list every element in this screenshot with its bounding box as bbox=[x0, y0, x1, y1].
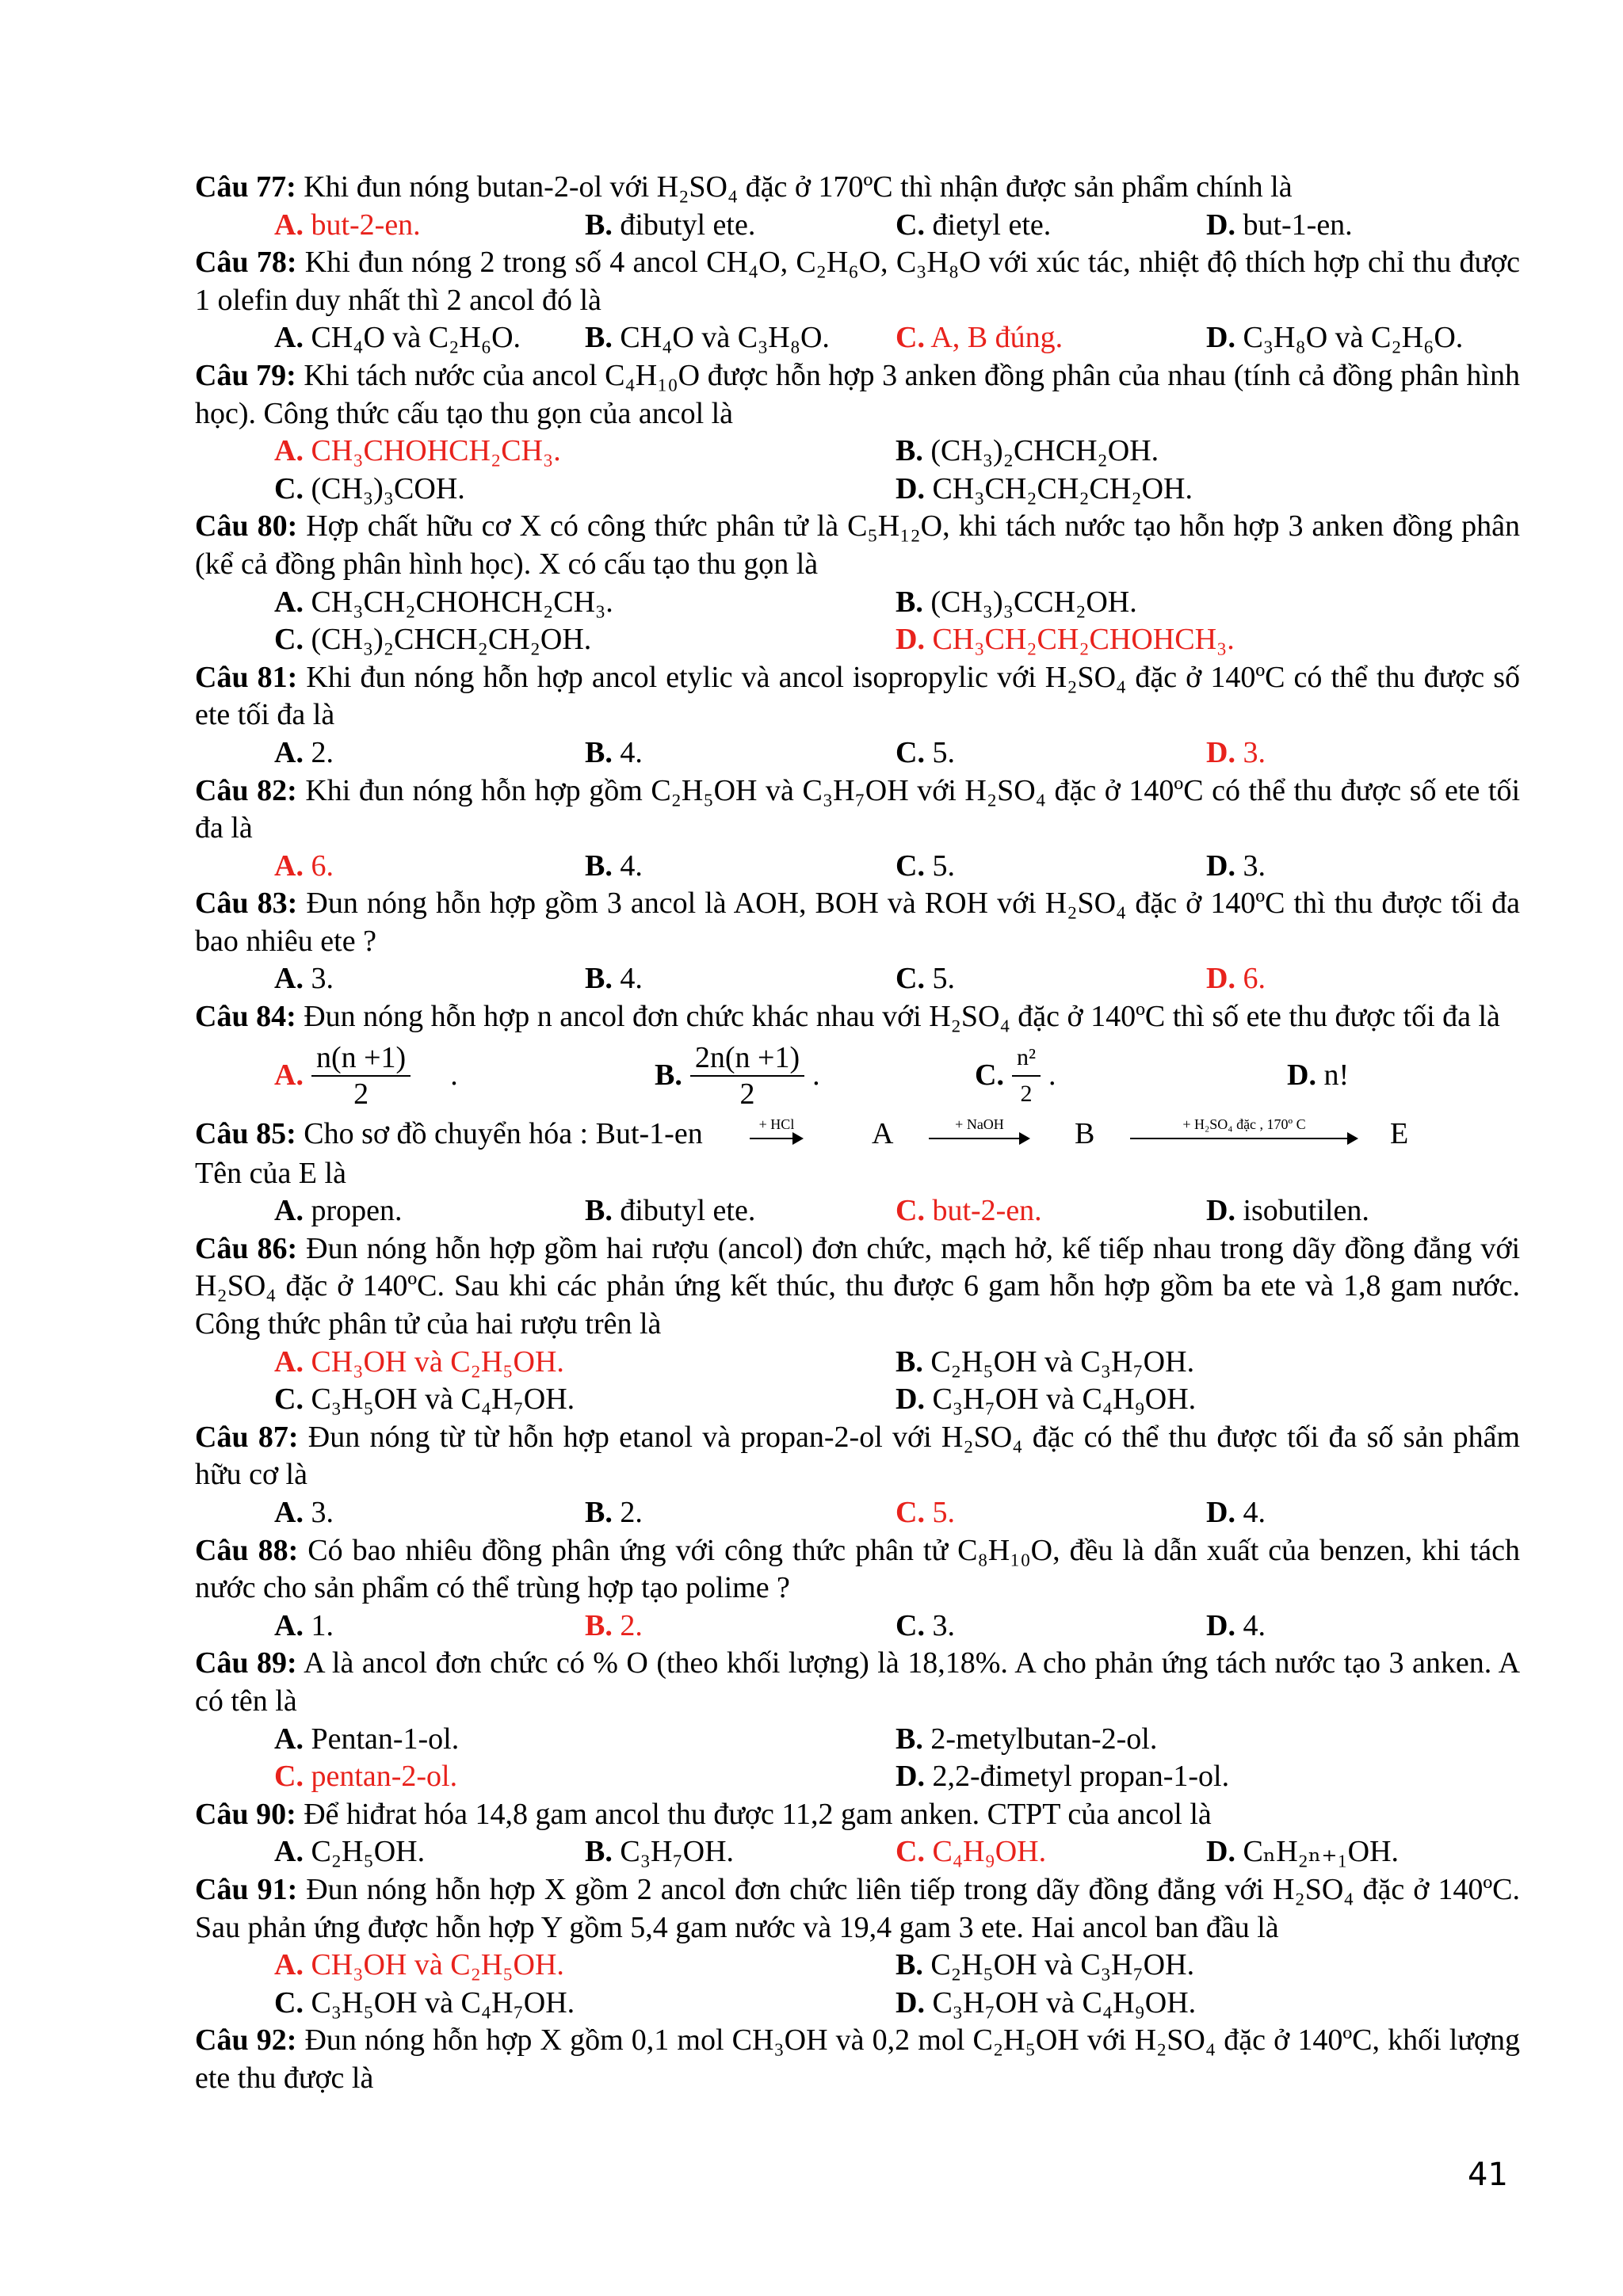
option-letter: A. bbox=[274, 321, 304, 355]
question-text: Cho sơ đồ chuyển hóa : But-1-en bbox=[304, 1116, 703, 1150]
option-text: 3. bbox=[1243, 849, 1266, 883]
option-letter: B. bbox=[585, 735, 613, 769]
options-80-row2 bbox=[195, 621, 1520, 659]
option-text: C₃H₅OH và C₄H₇OH. bbox=[311, 1383, 575, 1417]
option-b[interactable] bbox=[585, 734, 896, 772]
option-c[interactable] bbox=[274, 471, 896, 509]
option-text: CH₄O và C₃H₈O. bbox=[620, 321, 830, 355]
option-text: 2. bbox=[311, 735, 334, 769]
arrow-line bbox=[929, 1138, 1021, 1139]
question-text: Khi đun nóng hỗn hợp gồm C₂H₅OH và C₃H₇OH với H₂SO₄ đặc ở 140ºC có thể thu được số ete tối đa là bbox=[195, 773, 1521, 845]
option-letter: A. bbox=[274, 434, 304, 468]
option-text: C₃H₅OH và C₄H₇OH. bbox=[311, 1985, 575, 2019]
option-letter: D. bbox=[1206, 849, 1235, 883]
question-87 bbox=[195, 1419, 1520, 1494]
option-letter: C. bbox=[274, 1383, 304, 1417]
option-b-correct[interactable] bbox=[585, 1608, 896, 1646]
option-a[interactable] bbox=[274, 1494, 585, 1532]
question-text: Có bao nhiêu đồng phân ứng với công thức phân tử C₈H₁₀O, đều là dẫn xuất của benzen, khi tách nước cho sản phẩm có thể trùng hợp tạo polime ? bbox=[195, 1533, 1521, 1605]
option-text: 2. bbox=[620, 1608, 643, 1642]
reaction-arrow-2 bbox=[929, 1117, 1030, 1152]
option-letter: C. bbox=[896, 849, 925, 883]
question-81 bbox=[195, 659, 1520, 734]
option-d[interactable] bbox=[1206, 207, 1517, 245]
option-text: CH₃CH₂CH₂CHOHCH₃. bbox=[932, 623, 1235, 657]
page-number: 41 bbox=[1468, 2157, 1508, 2193]
species-e: E bbox=[1390, 1116, 1409, 1150]
option-letter: D. bbox=[896, 471, 925, 505]
question-label: Câu 90: bbox=[195, 1797, 296, 1831]
option-text: C₃H₇OH và C₄H₉OH. bbox=[932, 1383, 1197, 1417]
question-77 bbox=[195, 169, 1520, 207]
arrow-label: + HCl bbox=[758, 1116, 795, 1132]
option-text: 4. bbox=[620, 962, 643, 996]
option-letter: C. bbox=[896, 321, 925, 355]
option-text: (CH₃)₂CHCH₂OH. bbox=[930, 434, 1159, 468]
option-b[interactable] bbox=[896, 1344, 1517, 1382]
option-letter: B. bbox=[585, 1496, 613, 1529]
option-a[interactable] bbox=[274, 1721, 896, 1759]
option-letter: A. bbox=[274, 849, 304, 883]
arrow-label: + H₂SO₄ đặc , 170º C bbox=[1182, 1116, 1306, 1132]
option-tail: . bbox=[812, 1058, 820, 1092]
options-91-row2 bbox=[195, 1985, 1520, 2023]
option-text: CH₃CH₂CHOHCH₂CH₃. bbox=[311, 585, 613, 619]
option-text: CH₃CH₂CH₂CH₂OH. bbox=[932, 471, 1193, 505]
question-91 bbox=[195, 1871, 1520, 1947]
option-letter: D. bbox=[896, 1383, 925, 1417]
option-letter: D. bbox=[1206, 735, 1235, 769]
question-label: Câu 86: bbox=[195, 1231, 298, 1265]
option-d[interactable] bbox=[1206, 1833, 1517, 1871]
option-c[interactable] bbox=[274, 1985, 896, 2023]
option-tail: . bbox=[450, 1058, 458, 1092]
option-text: n! bbox=[1323, 1058, 1350, 1092]
option-letter: C. bbox=[274, 1760, 304, 1794]
question-84 bbox=[195, 998, 1520, 1036]
options-89-row2 bbox=[195, 1758, 1520, 1796]
option-letter: C. bbox=[896, 1496, 925, 1529]
option-letter: D. bbox=[896, 1760, 925, 1794]
option-b[interactable] bbox=[585, 319, 896, 357]
option-c[interactable] bbox=[896, 960, 1206, 998]
option-b[interactable] bbox=[585, 1192, 896, 1230]
question-85 bbox=[195, 1116, 1520, 1155]
option-letter: B. bbox=[585, 849, 613, 883]
arrow-head-icon bbox=[1347, 1132, 1358, 1145]
option-text: CₙH₂ₙ₊₁OH. bbox=[1243, 1835, 1400, 1869]
option-text: but-2-en. bbox=[311, 208, 421, 242]
arrow-line bbox=[1130, 1138, 1349, 1139]
fraction bbox=[690, 1040, 804, 1112]
options-81 bbox=[195, 734, 1520, 772]
option-a-correct[interactable] bbox=[274, 1344, 896, 1382]
option-letter: C. bbox=[896, 1835, 925, 1869]
question-text: Đun nóng hỗn hợp X gồm 0,1 mol CH₃OH và 0,2 mol C₂H₅OH với H₂SO₄ đặc ở 140ºC, khối lượng ete thu được là bbox=[195, 2023, 1520, 2095]
option-c[interactable] bbox=[274, 1381, 896, 1419]
option-a[interactable] bbox=[274, 960, 585, 998]
option-text: 2. bbox=[620, 1496, 643, 1529]
option-letter: D. bbox=[1206, 208, 1235, 242]
option-letter: D. bbox=[896, 623, 925, 657]
option-d[interactable] bbox=[1206, 1494, 1517, 1532]
option-letter: B. bbox=[655, 1058, 682, 1092]
arrow-label: + NaOH bbox=[955, 1116, 1004, 1132]
question-88 bbox=[195, 1532, 1520, 1608]
question-label: Câu 84: bbox=[195, 1000, 296, 1034]
question-label: Câu 91: bbox=[195, 1872, 298, 1906]
option-a[interactable] bbox=[274, 1608, 585, 1646]
option-text: 3. bbox=[1243, 735, 1266, 769]
option-letter: B. bbox=[585, 1608, 613, 1642]
option-text: C₃H₇OH và C₄H₉OH. bbox=[932, 1985, 1197, 2019]
option-text: A, B đúng. bbox=[930, 321, 1064, 355]
options-79-row2 bbox=[195, 471, 1520, 509]
fraction bbox=[1012, 1040, 1041, 1112]
option-letter: D. bbox=[1206, 962, 1235, 996]
question-78 bbox=[195, 244, 1520, 319]
option-c[interactable] bbox=[896, 848, 1206, 886]
option-letter: C. bbox=[896, 208, 925, 242]
question-text: Khi đun nóng butan-2-ol với H₂SO₄ đặc ở 170ºC thì nhận được sản phẩm chính là bbox=[304, 170, 1293, 204]
option-letter: A. bbox=[274, 1058, 304, 1092]
species-b: B bbox=[1075, 1116, 1095, 1150]
option-text: 5. bbox=[932, 1496, 955, 1529]
options-89-row1 bbox=[195, 1721, 1520, 1759]
option-text: pentan-2-ol. bbox=[311, 1760, 458, 1794]
option-d-correct[interactable] bbox=[1206, 960, 1517, 998]
fraction-denominator: 2 bbox=[739, 1077, 755, 1111]
options-86-row2 bbox=[195, 1381, 1520, 1419]
arrow-head-icon bbox=[1019, 1132, 1030, 1145]
option-text: đibutyl ete. bbox=[620, 1194, 756, 1228]
option-b[interactable] bbox=[896, 584, 1517, 622]
option-a[interactable] bbox=[274, 1833, 585, 1871]
question-text: Đun nóng hỗn hợp gồm hai rượu (ancol) đơn chức, mạch hở, kế tiếp nhau trong dãy đồng đẳng với H₂SO₄ đặc ở 140ºC. Sau khi các phản ứng kết thúc, thu được 6 gam hỗn hợp gồm ba ete và 1,8 gam nước. Công thức phân tử của hai rượu trên là bbox=[195, 1231, 1521, 1341]
option-letter: D. bbox=[896, 1985, 925, 2019]
question-label: Câu 88: bbox=[195, 1533, 299, 1567]
option-letter: C. bbox=[896, 1194, 925, 1228]
question-text: Đun nóng hỗn hợp X gồm 2 ancol đơn chức liên tiếp trong dãy đồng đẳng với H₂SO₄ đặc ở 140ºC. Sau phản ứng được hỗn hợp Y gồm 5,4 gam nước và 19,4 gam 3 ete. Hai ancol ban đầu là bbox=[195, 1872, 1520, 1944]
option-letter: B. bbox=[585, 1835, 613, 1869]
option-c-correct[interactable] bbox=[896, 1192, 1206, 1230]
option-letter: A. bbox=[274, 1344, 304, 1379]
fraction-denominator: 2 bbox=[1020, 1080, 1033, 1107]
option-a[interactable] bbox=[274, 1192, 585, 1230]
option-letter: A. bbox=[274, 1835, 304, 1869]
option-letter: B. bbox=[585, 962, 613, 996]
option-d[interactable] bbox=[1206, 1192, 1517, 1230]
option-d[interactable] bbox=[896, 471, 1517, 509]
option-c[interactable] bbox=[274, 621, 896, 659]
option-letter: C. bbox=[896, 735, 925, 769]
options-88 bbox=[195, 1608, 1520, 1646]
option-text: 3. bbox=[932, 1608, 955, 1642]
option-d[interactable] bbox=[896, 1381, 1517, 1419]
option-letter: D. bbox=[1206, 321, 1235, 355]
option-d[interactable] bbox=[896, 1758, 1517, 1796]
option-letter: C. bbox=[896, 962, 925, 996]
option-a[interactable] bbox=[274, 319, 585, 357]
option-letter: A. bbox=[274, 735, 304, 769]
option-text: (CH₃)₃CCH₂OH. bbox=[930, 585, 1137, 619]
option-letter: B. bbox=[585, 208, 613, 242]
options-80-row1 bbox=[195, 584, 1520, 622]
fraction-denominator: 2 bbox=[353, 1077, 369, 1111]
arrow-head-icon bbox=[792, 1132, 804, 1145]
option-text: but-1-en. bbox=[1243, 208, 1353, 242]
option-text: (CH₃)₂CHCH₂CH₂OH. bbox=[311, 623, 592, 657]
option-letter: A. bbox=[274, 1194, 304, 1228]
option-b[interactable] bbox=[896, 1721, 1517, 1759]
option-b[interactable] bbox=[896, 433, 1517, 471]
fraction-numerator: 2n(n +1) bbox=[690, 1040, 804, 1077]
option-text: 1. bbox=[311, 1608, 334, 1642]
option-text: 6. bbox=[1243, 962, 1266, 996]
option-c-correct[interactable] bbox=[896, 319, 1206, 357]
option-letter: C. bbox=[896, 1608, 925, 1642]
option-d[interactable] bbox=[1206, 848, 1517, 886]
option-letter: B. bbox=[585, 321, 613, 355]
question-label: Câu 79: bbox=[195, 358, 296, 392]
option-text: C₂H₅OH. bbox=[311, 1835, 426, 1869]
options-84 bbox=[195, 1036, 1520, 1116]
option-text: 5. bbox=[932, 962, 955, 996]
options-87 bbox=[195, 1494, 1520, 1532]
option-text: 4. bbox=[620, 849, 643, 883]
option-letter: A. bbox=[274, 585, 304, 619]
option-text: 5. bbox=[932, 849, 955, 883]
option-letter: D. bbox=[1206, 1608, 1235, 1642]
option-letter: B. bbox=[896, 1344, 923, 1379]
question-83 bbox=[195, 885, 1520, 960]
option-a-correct[interactable] bbox=[274, 207, 585, 245]
option-text: isobutilen. bbox=[1243, 1194, 1369, 1228]
option-letter: A. bbox=[274, 1608, 304, 1642]
question-89 bbox=[195, 1645, 1520, 1720]
option-letter: D. bbox=[1206, 1194, 1235, 1228]
option-b[interactable] bbox=[585, 1833, 896, 1871]
question-label: Câu 80: bbox=[195, 509, 298, 543]
question-text: Để hiđrat hóa 14,8 gam ancol thu được 11,2 gam anken. CTPT của ancol là bbox=[304, 1797, 1212, 1831]
arrow-line bbox=[750, 1138, 794, 1139]
option-text: propen. bbox=[311, 1194, 403, 1228]
species-a: A bbox=[872, 1116, 894, 1150]
option-text: 4. bbox=[620, 735, 643, 769]
option-a[interactable] bbox=[274, 584, 896, 622]
option-letter: D. bbox=[1206, 1496, 1235, 1529]
question-text: A là ancol đơn chức có % O (theo khối lượng) là 18,18%. A cho phản ứng tách nước tạo 3 anken. A có tên là bbox=[195, 1646, 1521, 1718]
option-text: C₃H₈O và C₂H₆O. bbox=[1243, 321, 1464, 355]
option-c-correct[interactable] bbox=[896, 1833, 1206, 1871]
question-label: Câu 81: bbox=[195, 660, 298, 694]
option-c[interactable] bbox=[896, 207, 1206, 245]
option-letter: B. bbox=[896, 434, 923, 468]
option-text: CH₃CHOHCH₂CH₃. bbox=[311, 434, 561, 468]
option-a-correct[interactable] bbox=[274, 1947, 896, 1985]
option-letter: C. bbox=[975, 1058, 1004, 1092]
question-label: Câu 82: bbox=[195, 773, 297, 807]
option-tail: . bbox=[1048, 1058, 1056, 1092]
fraction-numerator: n² bbox=[1012, 1040, 1041, 1077]
option-b[interactable] bbox=[585, 848, 896, 886]
option-text: 5. bbox=[932, 735, 955, 769]
option-text: 2,2-đimetyl propan-1-ol. bbox=[932, 1760, 1230, 1794]
option-d-correct[interactable] bbox=[1206, 734, 1517, 772]
question-90 bbox=[195, 1796, 1520, 1834]
option-d[interactable] bbox=[896, 1985, 1517, 2023]
option-a-correct[interactable] bbox=[274, 848, 585, 886]
question-text: Đun nóng hỗn hợp gồm 3 ancol là AOH, BOH và ROH với H₂SO₄ đặc ở 140ºC thì thu được tối đa bao nhiêu ete ? bbox=[195, 887, 1521, 958]
option-letter: B. bbox=[585, 1194, 613, 1228]
option-letter: C. bbox=[274, 623, 304, 657]
option-letter: B. bbox=[896, 585, 923, 619]
option-letter: A. bbox=[274, 962, 304, 996]
option-letter: A. bbox=[274, 1948, 304, 1982]
option-text: 2-metylbutan-2-ol. bbox=[930, 1722, 1158, 1756]
option-c-correct[interactable] bbox=[274, 1758, 896, 1796]
question-text: Khi tách nước của ancol C₄H₁₀O được hỗn hợp 3 anken đồng phân của nhau (tính cả đồng phân hình học). Công thức cấu tạo thu gọn của ancol là bbox=[195, 358, 1520, 430]
option-c-correct[interactable] bbox=[896, 1494, 1206, 1532]
option-text: 3. bbox=[311, 1496, 334, 1529]
question-86 bbox=[195, 1230, 1520, 1344]
option-b[interactable] bbox=[585, 1494, 896, 1532]
option-a[interactable] bbox=[274, 1036, 458, 1116]
question-label: Câu 87: bbox=[195, 1420, 299, 1454]
option-c[interactable] bbox=[896, 1608, 1206, 1646]
option-text: 4. bbox=[1243, 1496, 1266, 1529]
option-text: C₃H₇OH. bbox=[620, 1835, 735, 1869]
question-text: Đun nóng hỗn hợp n ancol đơn chức khác nhau với H₂SO₄ đặc ở 140ºC thì số ete thu được tối đa là bbox=[304, 1000, 1500, 1034]
option-d-correct[interactable] bbox=[896, 621, 1517, 659]
option-text: but-2-en. bbox=[932, 1194, 1042, 1228]
option-text: 3. bbox=[311, 962, 334, 996]
option-letter: B. bbox=[896, 1948, 923, 1982]
option-b[interactable] bbox=[896, 1947, 1517, 1985]
option-letter: A. bbox=[274, 1722, 304, 1756]
options-83 bbox=[195, 960, 1520, 998]
fraction-numerator: n(n +1) bbox=[311, 1040, 411, 1077]
options-82 bbox=[195, 848, 1520, 886]
option-text: đibutyl ete. bbox=[620, 208, 756, 242]
option-letter: A. bbox=[274, 1496, 304, 1529]
option-c[interactable] bbox=[975, 1036, 1056, 1116]
option-text: Pentan-1-ol. bbox=[311, 1722, 460, 1756]
option-letter: B. bbox=[896, 1722, 923, 1756]
option-text: 4. bbox=[1243, 1608, 1266, 1642]
option-b[interactable] bbox=[655, 1036, 820, 1116]
fraction bbox=[311, 1040, 411, 1112]
question-label: Câu 77: bbox=[195, 170, 296, 204]
question-text: Đun nóng từ từ hỗn hợp etanol và propan-2-ol với H₂SO₄ đặc có thể thu được tối đa số sản phẩm hữu cơ là bbox=[195, 1420, 1521, 1492]
question-label: Câu 89: bbox=[195, 1646, 297, 1680]
option-text: C₄H₉OH. bbox=[932, 1835, 1047, 1869]
option-letter: C. bbox=[274, 471, 304, 505]
option-letter: D. bbox=[1206, 1835, 1235, 1869]
option-letter: A. bbox=[274, 208, 304, 242]
options-86-row1 bbox=[195, 1344, 1520, 1382]
option-d[interactable] bbox=[1287, 1036, 1349, 1116]
option-a[interactable] bbox=[274, 734, 585, 772]
question-text: Khi đun nóng 2 trong số 4 ancol CH₄O, C₂H₆O, C₃H₈O với xúc tác, nhiệt độ thích hợp chỉ thu được 1 olefin duy nhất thì 2 ancol đó là bbox=[195, 246, 1521, 317]
option-text: C₂H₅OH và C₃H₇OH. bbox=[930, 1948, 1195, 1982]
question-82 bbox=[195, 772, 1520, 848]
question-85-line2: Tên của E là bbox=[195, 1156, 346, 1190]
option-d[interactable] bbox=[1206, 1608, 1517, 1646]
question-list bbox=[195, 169, 1520, 2098]
question-label: Câu 92: bbox=[195, 2023, 297, 2058]
option-b[interactable] bbox=[585, 960, 896, 998]
option-b[interactable] bbox=[585, 207, 896, 245]
option-text: CH₄O và C₂H₆O. bbox=[311, 321, 521, 355]
option-d[interactable] bbox=[1206, 319, 1517, 357]
question-80 bbox=[195, 508, 1520, 583]
options-79-row1 bbox=[195, 433, 1520, 471]
option-c[interactable] bbox=[896, 734, 1206, 772]
question-text: Khi đun nóng hỗn hợp ancol etylic và ancol isopropylic với H₂SO₄ đặc ở 140ºC có thể thu được số ete tối đa là bbox=[195, 660, 1521, 732]
question-text: Hợp chất hữu cơ X có công thức phân tử là C₅H₁₂O, khi tách nước tạo hỗn hợp 3 anken đồng phân (kể cả đồng phân hình học). X có cấu tạo thu gọn là bbox=[195, 509, 1521, 581]
question-92 bbox=[195, 2022, 1520, 2097]
option-text: (CH₃)₃COH. bbox=[311, 471, 465, 505]
option-a-correct[interactable] bbox=[274, 433, 896, 471]
option-letter: C. bbox=[274, 1985, 304, 2019]
options-77 bbox=[195, 207, 1520, 245]
option-text: C₂H₅OH và C₃H₇OH. bbox=[930, 1344, 1195, 1379]
question-label: Câu 85: bbox=[195, 1116, 296, 1150]
options-78 bbox=[195, 319, 1520, 357]
question-label: Câu 83: bbox=[195, 887, 298, 921]
reaction-arrow-1 bbox=[750, 1117, 804, 1152]
option-text: CH₃OH và C₂H₅OH. bbox=[311, 1948, 564, 1982]
question-label: Câu 78: bbox=[195, 246, 297, 280]
option-letter: D. bbox=[1287, 1058, 1316, 1092]
options-90 bbox=[195, 1833, 1520, 1871]
reaction-arrow-3 bbox=[1130, 1117, 1358, 1152]
options-85 bbox=[195, 1192, 1520, 1230]
question-79 bbox=[195, 357, 1520, 433]
option-text: đietyl ete. bbox=[932, 208, 1052, 242]
option-text: 6. bbox=[311, 849, 334, 883]
option-text: CH₃OH và C₂H₅OH. bbox=[311, 1344, 564, 1379]
options-91-row1 bbox=[195, 1947, 1520, 1985]
